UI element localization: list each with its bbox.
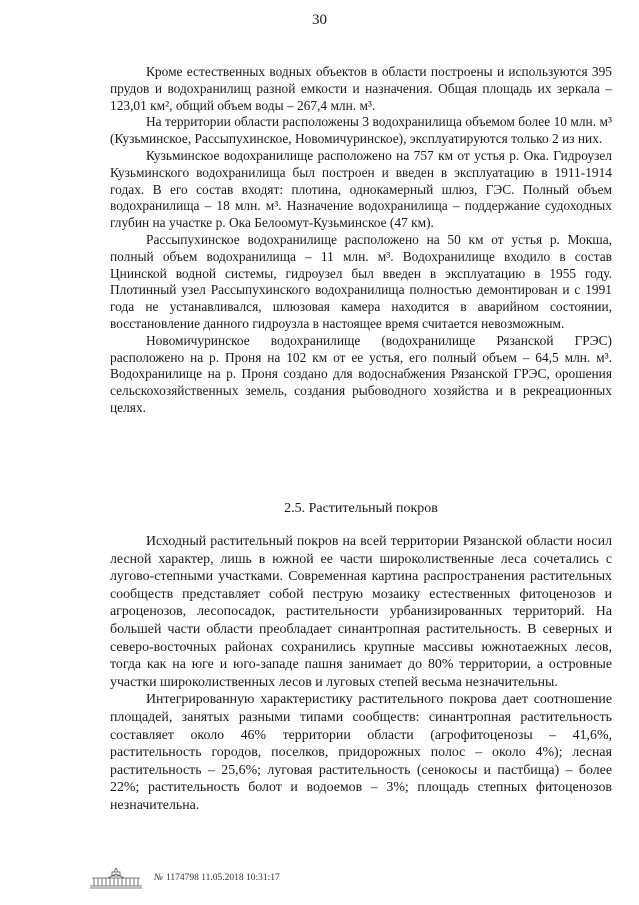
document-date: 11.05.2018 — [201, 873, 244, 883]
paragraph: Интегрированную характеристику растительного покрова дает соотношение площадей, занятых разными типами сообществ: синантропная растительность составляет около 46% территории области (агрофитоценозы – 41,6%, растительность городов, поселков, придорожных полос – около 4%); лесная растительность – 25,6%; луговая растительность (сенокосы и пастбища) – более 22%; растительность болот и водоемов – 3%; площадь степных фитоценозов незначительна. — [110, 692, 612, 813]
section-heading: 2.5. Растительный покров — [284, 501, 438, 516]
paragraph: На территории области расположены 3 водохранилища объемом более 10 млн. м³ (Кузьминское, Рассыпухинское, Новомичуринское), эксплуатируются только 2 из них. — [110, 114, 612, 147]
building-emblem-icon — [88, 867, 144, 889]
document-stamp — [88, 867, 280, 889]
water-objects-text — [110, 64, 612, 417]
paragraph: Кроме естественных водных объектов в области построены и используются 395 прудов и водохранилищ разной емкости и назначения. Общая площадь их зеркала – 123,01 км², общий объем воды – 267,4 млн. м³. — [110, 64, 612, 113]
page-number: 30 — [312, 12, 327, 28]
vegetation-text — [110, 533, 612, 815]
paragraph: Новомичуринское водохранилище (водохранилище Рязанской ГРЭС) расположено на р. Проня на 102 км от ее устья, его полный объем – 64,5 млн. м³. Водохранилище на р. Проня создано для водоснабжения Рязанской ГРЭС, орошения сельскохозяйственных земель, создания рыбоводного хозяйства и в рекреационных целях. — [110, 332, 612, 415]
paragraph: Рассыпухинское водохранилище расположено на 50 км от устья р. Мокша, полный объем водохранилища – 11 млн. м³. Водохранилище входило в состав Цнинской водной системы, гидроузел был введен в эксплуатацию в 1955 году. Плотинный узел Рассыпухинского водохранилища полностью демонтирован и с 1991 года не устанавливался, шлюзовая камера находится в аварийном состоянии, восстановление данного гидроузла в настоящее время считается невозможным. — [110, 231, 612, 331]
number-sign: № — [154, 873, 163, 883]
paragraph: Исходный растительный покров на всей территории Рязанской области носил лесной характер, лишь в южной ее части широколиственные леса сочетались с лугово-степными участками. Современная картина распространения растительных сообществ представляет собой пеструю мозаику естественных фитоценозов и агроценозов, лесопосадок, растительности урбанизированных территорий. На большей части области преобладает синантропная растительность. В северных и северо-восточных районах сохранились крупные массивы южнотаежных лесов, тогда как на юге и юго-западе пашня занимает до 80% территории, а островные участки широколиственных лесов и луговых степей весьма незначительны. — [110, 534, 612, 690]
document-number: 1174798 — [165, 873, 199, 883]
document-time: 10:31:17 — [246, 873, 280, 883]
paragraph: Кузьминское водохранилище расположено на 757 км от устья р. Ока. Гидроузел Кузьминского водохранилища был построен и введен в эксплуатацию в 1911-1914 годах. В его состав входят: плотина, однокамерный шлюз, ГЭС. Полный объем водохранилища – 18 млн. м³. Назначение водохранилища – поддержание судоходных глубин на участке р. Ока Белоомут-Кузьминское (47 км). — [110, 147, 612, 231]
